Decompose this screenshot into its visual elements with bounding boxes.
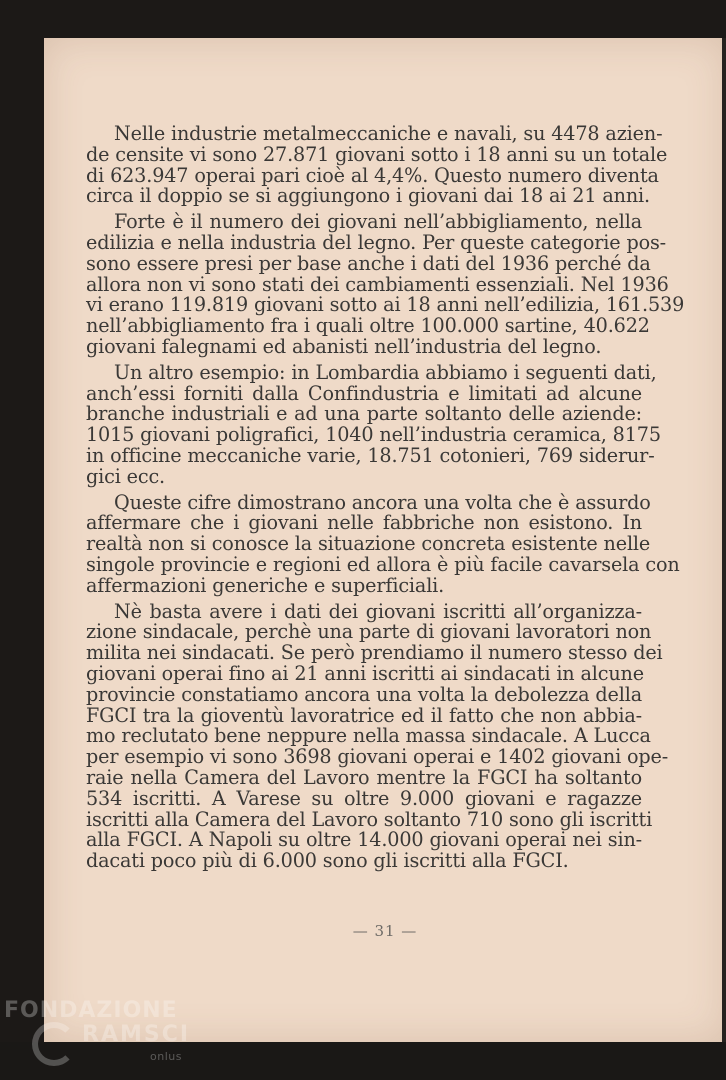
text-line: edilizia e nella industria del legno. Per queste categorie pos- xyxy=(86,230,667,254)
text-line: iscritti alla Camera del Lavoro soltanto 710 sono gli iscritti xyxy=(86,807,653,831)
text-line: nell’abbigliamento fra i quali oltre 100.000 sartine, 40.622 xyxy=(86,314,650,338)
watermark-onlus: onlus xyxy=(150,1050,182,1063)
text-line: vi erano 119.819 giovani sotto ai 18 anni nell’edilizia, 161.539 xyxy=(86,293,685,317)
paragraph xyxy=(86,122,668,208)
text-line: de censite vi sono 27.871 giovani sotto i 18 anni su un totale xyxy=(86,142,668,166)
text-line: Un altro esempio: in Lombardia abbiamo i seguenti dati, xyxy=(114,360,657,384)
gramsci-g-icon xyxy=(32,1022,76,1066)
scan-border xyxy=(0,1042,726,1080)
text-line: giovani falegnami ed abanisti nell’industria del legno. xyxy=(86,334,602,358)
text-line: per esempio vi sono 3698 giovani operai e 1402 giovani ope- xyxy=(86,745,669,769)
text-line: affermazioni generiche e superficiali. xyxy=(86,573,445,597)
fondazione-gramsci-watermark xyxy=(4,998,191,1063)
text-line: Forte è il numero dei giovani nell’abbigliamento, nella xyxy=(114,210,642,234)
page-number: — 31 — xyxy=(352,922,418,940)
paragraph xyxy=(86,599,669,873)
text-line: zione sindacale, perchè una parte di giovani lavoratori non xyxy=(86,620,652,644)
paragraph xyxy=(86,360,661,488)
text-line: in officine meccaniche varie, 18.751 cotonieri, 769 siderur- xyxy=(86,443,655,467)
text-line: 1015 giovani poligrafici, 1040 nell’industria ceramica, 8175 xyxy=(86,423,661,447)
text-line: raie nella Camera del Lavoro mentre la FGCI ha soltanto xyxy=(86,765,642,789)
text-line: singole provincie e regioni ed allora è più facile cavarsela con xyxy=(86,552,680,576)
text-line: branche industriali e ad una parte soltanto delle aziende: xyxy=(86,402,642,426)
text-line: mo reclutato bene neppure nella massa sindacale. A Lucca xyxy=(86,724,651,748)
text-line: FGCI tra la gioventù lavoratrice ed il fatto che non abbia- xyxy=(86,703,642,727)
text-line: allora non vi sono stati dei cambiamenti essenziali. Nel 1936 xyxy=(86,272,669,296)
text-line: di 623.947 operai pari cioè al 4,4%. Questo numero diventa xyxy=(86,163,659,187)
text-line: affermare che i giovani nelle fabbriche non esistono. In xyxy=(86,511,642,535)
paragraph xyxy=(86,210,685,358)
text-line: Nè basta avere i dati dei giovani iscritti all’organizza- xyxy=(114,599,642,623)
watermark-line2: RAMSCI xyxy=(82,1022,191,1047)
text-line: provincie constatiamo ancora una volta la debolezza della xyxy=(86,682,642,706)
text-line: giovani operai fino ai 21 anni iscritti ai sindacati in alcune xyxy=(86,661,644,685)
text-line: Nelle industrie metalmeccaniche e navali, su 4478 azien- xyxy=(114,122,663,145)
text-line: 534 iscritti. A Varese su oltre 9.000 giovani e ragazze xyxy=(86,786,642,810)
paragraph xyxy=(86,490,680,597)
text-line: Queste cifre dimostrano ancora una volta che è assurdo xyxy=(114,490,651,514)
text-line: dacati poco più di 6.000 sono gli iscritti alla FGCI. xyxy=(86,849,569,873)
text-line: circa il doppio se si aggiungono i giovani dai 18 ai 21 anni. xyxy=(86,184,650,208)
text-line: realtà non si conosce la situazione concreta esistente nelle xyxy=(86,532,651,556)
body-text xyxy=(86,122,685,877)
text-line: sono essere presi per base anche i dati del 1936 perché da xyxy=(86,251,651,275)
text-line: anch’essi forniti dalla Confindustria e limitati ad alcune xyxy=(86,381,642,405)
text-line: gici ecc. xyxy=(86,464,165,488)
page-edge-shadow xyxy=(722,38,726,1042)
text-line: alla FGCI. A Napoli su oltre 14.000 giovani operai nei sin- xyxy=(86,828,642,852)
book-page xyxy=(44,38,726,1042)
watermark-line1: FONDAZIONE xyxy=(4,998,178,1023)
text-line: milita nei sindacati. Se però prendiamo il numero stesso dei xyxy=(86,641,663,665)
